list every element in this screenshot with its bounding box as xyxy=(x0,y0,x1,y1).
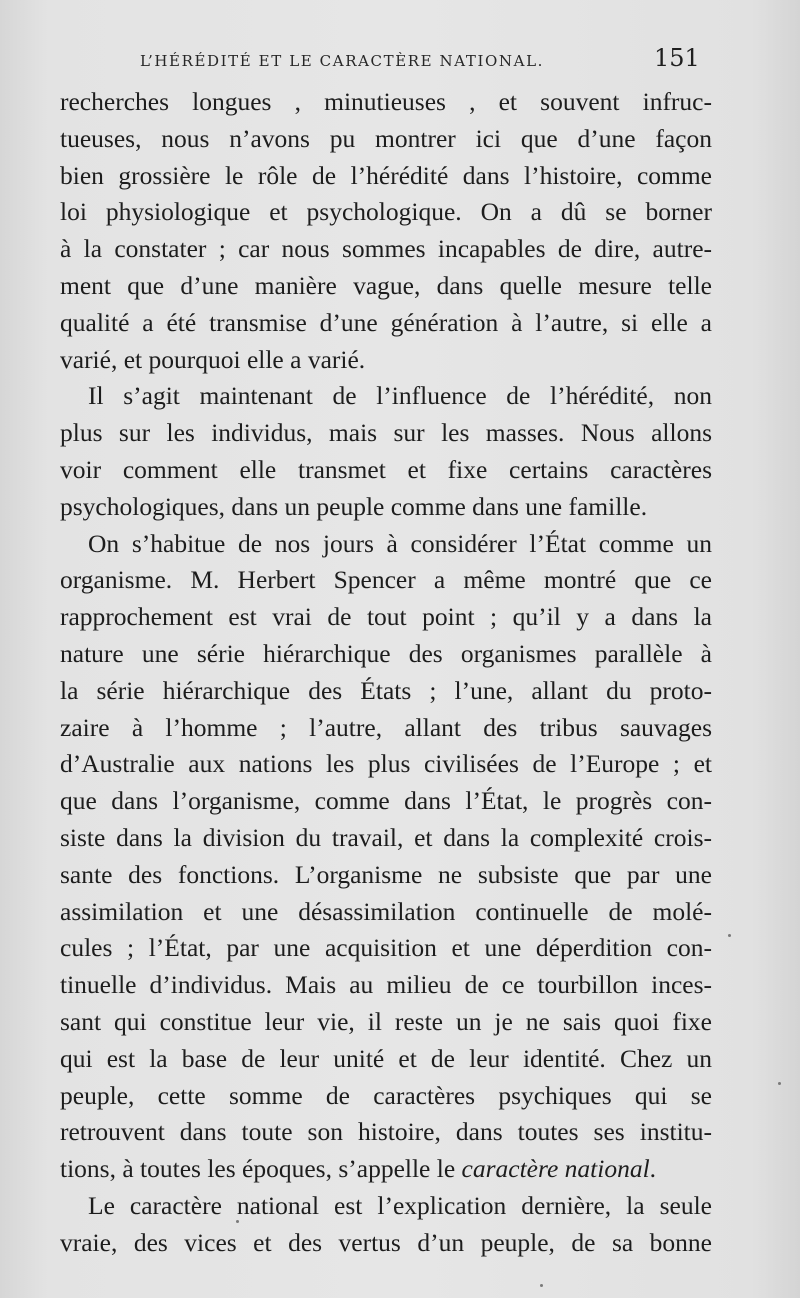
paragraph xyxy=(60,378,712,525)
text-line: qualité a été transmise d’une génération à l’autre, si elle a xyxy=(60,307,712,337)
text-line: que dans l’organisme, comme dans l’État, le progrès con- xyxy=(60,786,712,816)
paper-speck xyxy=(540,1284,543,1287)
text-line: nature une série hiérarchique des organismes parallèle à xyxy=(60,638,712,668)
emphasis-text: caractère national xyxy=(461,1154,650,1184)
page-number: 151 xyxy=(654,44,700,72)
body-text xyxy=(60,84,712,1262)
text-fragment: tions, à toutes les époques, s’appelle le xyxy=(60,1154,462,1184)
text-line: à la constater ; car nous sommes incapables de dire, autre- xyxy=(60,234,712,264)
text-line: rapprochement est vrai de tout point ; qu’il y a dans la xyxy=(60,602,712,632)
text-line: d’Australie aux nations les plus civilisées de l’Europe ; et xyxy=(60,749,712,779)
text-line: ment que d’une manière vague, dans quelle mesure telle xyxy=(60,270,712,300)
paper-speck xyxy=(236,1220,239,1223)
text-line: recherches longues , minutieuses , et souvent infruc- xyxy=(60,87,712,116)
running-title: L’HÉRÉDITÉ ET LE CARACTÈRE NATIONAL. xyxy=(140,52,545,70)
paper-speck xyxy=(778,1082,781,1085)
text-line: sant qui constitue leur vie, il reste un je ne sais quoi fixe xyxy=(60,1006,712,1036)
text-line: Le caractère national est l’explication dernière, la seule xyxy=(88,1190,712,1220)
text-line: qui est la base de leur unité et de leur identité. Chez un xyxy=(60,1043,712,1073)
text-line: assimilation et une désassimilation continuelle de molé- xyxy=(60,896,712,926)
paragraph xyxy=(60,1188,712,1262)
paragraph xyxy=(60,84,712,378)
text-line: sante des fonctions. L’organisme ne subsiste que par une xyxy=(60,859,712,889)
text-line: voir comment elle transmet et fixe certains caractères xyxy=(60,454,712,484)
text-line: bien grossière le rôle de l’hérédité dans l’histoire, comme xyxy=(60,160,712,190)
text-line: loi physiologique et psychologique. On a dû se borner xyxy=(60,197,712,227)
text-line: tueuses, nous n’avons pu montrer ici que d’une façon xyxy=(60,123,712,153)
text-line: organisme. M. Herbert Spencer a même montré que ce xyxy=(60,565,712,595)
text-line: On s’habitue de nos jours à considérer l’État comme un xyxy=(88,528,712,558)
text-line: cules ; l’État, par une acquisition et une déperdition con- xyxy=(60,933,712,963)
text-line: psychologiques, dans un peuple comme dans une famille. xyxy=(60,491,648,521)
paper-speck xyxy=(728,934,731,937)
text-line: siste dans la division du travail, et dans la complexité crois- xyxy=(60,822,712,852)
text-line: tinuelle d’individus. Mais au milieu de ce tourbillon inces- xyxy=(60,970,712,1000)
text-line: Il s’agit maintenant de l’influence de l’hérédité, non xyxy=(88,381,712,411)
text-fragment: . xyxy=(649,1154,657,1184)
page-header xyxy=(0,44,800,78)
text-line: varié, et pourquoi elle a varié. xyxy=(60,344,366,374)
text-line xyxy=(60,1151,712,1188)
text-line: vraie, des vices et des vertus d’un peuple, de sa bonne xyxy=(60,1227,712,1257)
paragraph xyxy=(60,526,712,1188)
text-line: plus sur les individus, mais sur les masses. Nous allons xyxy=(60,418,712,448)
text-line: retrouvent dans toute son histoire, dans toutes ses institu- xyxy=(60,1117,712,1147)
text-line: zaire à l’homme ; l’autre, allant des tribus sauvages xyxy=(60,712,712,742)
text-line: peuple, cette somme de caractères psychiques qui se xyxy=(60,1080,712,1110)
text-line: la série hiérarchique des États ; l’une, allant du proto- xyxy=(60,675,712,705)
